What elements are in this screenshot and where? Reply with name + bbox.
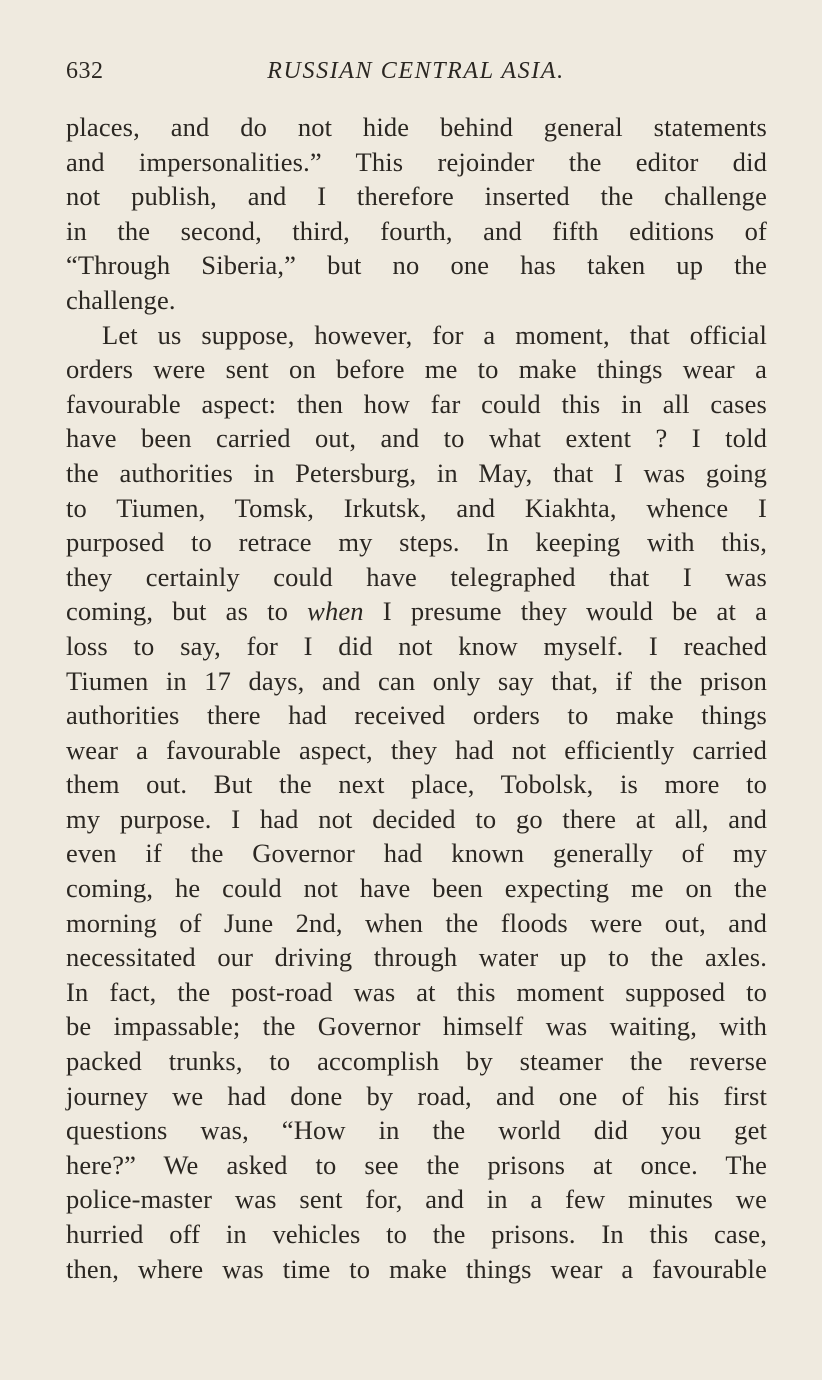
text-line: coming, he could not have been expecting me on the bbox=[66, 873, 767, 904]
text-line: places, and do not hide behind general statements bbox=[66, 112, 767, 142]
text-line: challenge. bbox=[66, 284, 176, 315]
text-line: packed trunks, to accomplish by steamer the reverse bbox=[66, 1046, 767, 1077]
text-line: them out. But the next place, Tobolsk, is more to bbox=[66, 769, 767, 800]
text-line: journey we had done by road, and one of his first bbox=[66, 1080, 767, 1111]
text-line: authorities there had received orders to make things bbox=[66, 700, 767, 731]
text-line: not publish, and I therefore inserted the challenge bbox=[66, 181, 767, 212]
text-line: questions was, “How in the world did you get bbox=[66, 1115, 767, 1146]
text-line: Tiumen in 17 days, and can only say that, if the prison bbox=[66, 665, 767, 696]
running-title: RUSSIAN CENTRAL ASIA. bbox=[267, 58, 565, 84]
paragraph-first-line: Let us suppose, however, for a moment, that official bbox=[102, 319, 767, 350]
text-line: then, where was time to make things wear a favourable bbox=[66, 1253, 767, 1284]
text-line: favourable aspect: then how far could this in all cases bbox=[66, 388, 767, 419]
text-line: “Through Siberia,” but no one has taken up the bbox=[66, 250, 767, 281]
page-number: 632 bbox=[66, 58, 104, 84]
text-segment: I presume they would be at a bbox=[363, 596, 767, 627]
text-line: be impassable; the Governor himself was waiting, with bbox=[66, 1011, 767, 1042]
text-line: wear a favourable aspect, they had not efficiently carried bbox=[66, 734, 767, 765]
emphasized-word: when bbox=[307, 596, 364, 627]
text-line: necessitated our driving through water up to the axles. bbox=[66, 942, 767, 973]
body-text bbox=[66, 110, 767, 1286]
text-line: hurried off in vehicles to the prisons. In this case, bbox=[66, 1219, 767, 1249]
running-head bbox=[66, 58, 766, 92]
text-line: orders were sent on before me to make things wear a bbox=[66, 354, 767, 385]
text-line: police-master was sent for, and in a few minutes we bbox=[66, 1184, 767, 1215]
text-line: here?” We asked to see the prisons at once. The bbox=[66, 1149, 767, 1180]
text-line: loss to say, for I did not know myself. I reached bbox=[66, 630, 767, 661]
text-line: and impersonalities.” This rejoinder the editor did bbox=[66, 146, 767, 177]
text-line: In fact, the post-road was at this moment supposed to bbox=[66, 976, 767, 1007]
text-line: have been carried out, and to what extent ? I told bbox=[66, 423, 767, 454]
text-segment: coming, but as to bbox=[66, 596, 308, 627]
text-line-with-emphasis bbox=[66, 594, 767, 629]
text-line: to Tiumen, Tomsk, Irkutsk, and Kiakhta, whence I bbox=[66, 492, 767, 523]
text-line: morning of June 2nd, when the floods were out, and bbox=[66, 907, 767, 938]
text-line: the authorities in Petersburg, in May, that I was going bbox=[66, 457, 767, 488]
text-line: my purpose. I had not decided to go there at all, and bbox=[66, 803, 767, 834]
text-line: even if the Governor had known generally of my bbox=[66, 838, 767, 869]
text-line: they certainly could have telegraphed that I was bbox=[66, 561, 767, 592]
text-line: purposed to retrace my steps. In keeping with this, bbox=[66, 527, 767, 558]
text-line: in the second, third, fourth, and fifth editions of bbox=[66, 215, 767, 246]
